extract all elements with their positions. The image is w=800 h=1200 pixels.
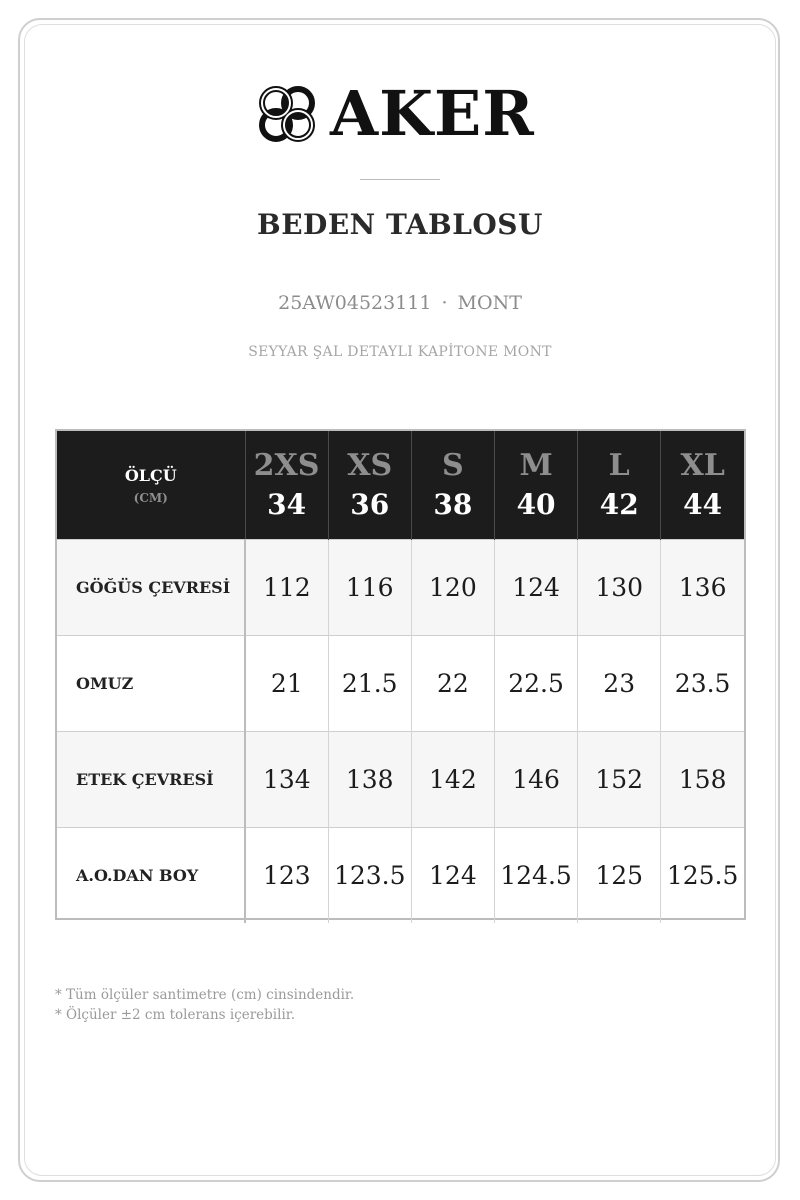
size-code: 2XS	[253, 448, 320, 483]
separator: ·	[441, 292, 448, 314]
size-number: 38	[433, 488, 473, 521]
size-number: 34	[267, 488, 307, 521]
size-code: XS	[347, 448, 393, 483]
size-number: 36	[350, 488, 390, 521]
size-code: L	[608, 448, 630, 483]
size-number: 42	[599, 488, 639, 521]
table-cell: 152	[578, 732, 661, 828]
header-unit: (CM)	[133, 490, 168, 505]
table-cell: 125	[578, 828, 661, 924]
table-header-row	[57, 431, 744, 540]
table-cell: 136	[661, 540, 744, 636]
table-cell: 158	[661, 732, 744, 828]
divider	[360, 179, 440, 180]
table-cell: 142	[411, 732, 494, 828]
size-table	[55, 429, 746, 920]
size-header	[494, 431, 577, 540]
row-label: OMUZ	[57, 636, 245, 732]
size-code: S	[442, 448, 464, 483]
row-label: A.O.DAN BOY	[57, 828, 245, 924]
footnote: * Ölçüler ±2 cm tolerans içerebilir.	[55, 1007, 296, 1023]
table-cell: 125.5	[661, 828, 744, 924]
table-cell: 130	[578, 540, 661, 636]
table-cell: 21	[245, 636, 328, 732]
table-row	[57, 828, 744, 924]
interlocked-knot-icon	[254, 81, 320, 147]
product-name: SEYYAR ŞAL DETAYLI KAPİTONE MONT	[248, 344, 552, 360]
footnote: * Tüm ölçüler santimetre (cm) cinsindendir.	[55, 987, 355, 1003]
table-cell: 124	[494, 540, 577, 636]
table-row	[57, 732, 744, 828]
table-cell: 146	[494, 732, 577, 828]
header-label: ÖLÇÜ	[124, 465, 177, 485]
table-cell: 22	[411, 636, 494, 732]
size-header	[328, 431, 411, 540]
table-cell: 124.5	[494, 828, 577, 924]
table-cell: 123.5	[328, 828, 411, 924]
table-cell: 21.5	[328, 636, 411, 732]
table-cell: 120	[411, 540, 494, 636]
brand-logo	[254, 78, 554, 150]
table-cell: 124	[411, 828, 494, 924]
header-label-cell	[57, 431, 245, 540]
table-row	[57, 636, 744, 732]
brand-name: AKER	[330, 77, 535, 150]
size-header	[245, 431, 328, 540]
size-code: XL	[680, 448, 725, 483]
table-cell: 22.5	[494, 636, 577, 732]
footnotes	[55, 985, 655, 1025]
size-code: M	[519, 448, 553, 483]
table-cell: 123	[245, 828, 328, 924]
page-title: BEDEN TABLOSU	[257, 208, 543, 241]
size-header	[411, 431, 494, 540]
table-cell: 112	[245, 540, 328, 636]
table-row	[57, 540, 744, 636]
table-cell: 23.5	[661, 636, 744, 732]
size-number: 44	[683, 488, 723, 521]
table-cell: 23	[578, 636, 661, 732]
product-category: MONT	[457, 292, 522, 314]
size-number: 40	[516, 488, 556, 521]
table-cell: 138	[328, 732, 411, 828]
table-cell: 134	[245, 732, 328, 828]
product-code-line	[0, 292, 800, 314]
product-code: 25AW04523111	[278, 292, 432, 314]
row-label: GÖĞÜS ÇEVRESİ	[57, 540, 245, 636]
size-header	[661, 431, 744, 540]
row-label: ETEK ÇEVRESİ	[57, 732, 245, 828]
table-cell: 116	[328, 540, 411, 636]
size-header	[578, 431, 661, 540]
